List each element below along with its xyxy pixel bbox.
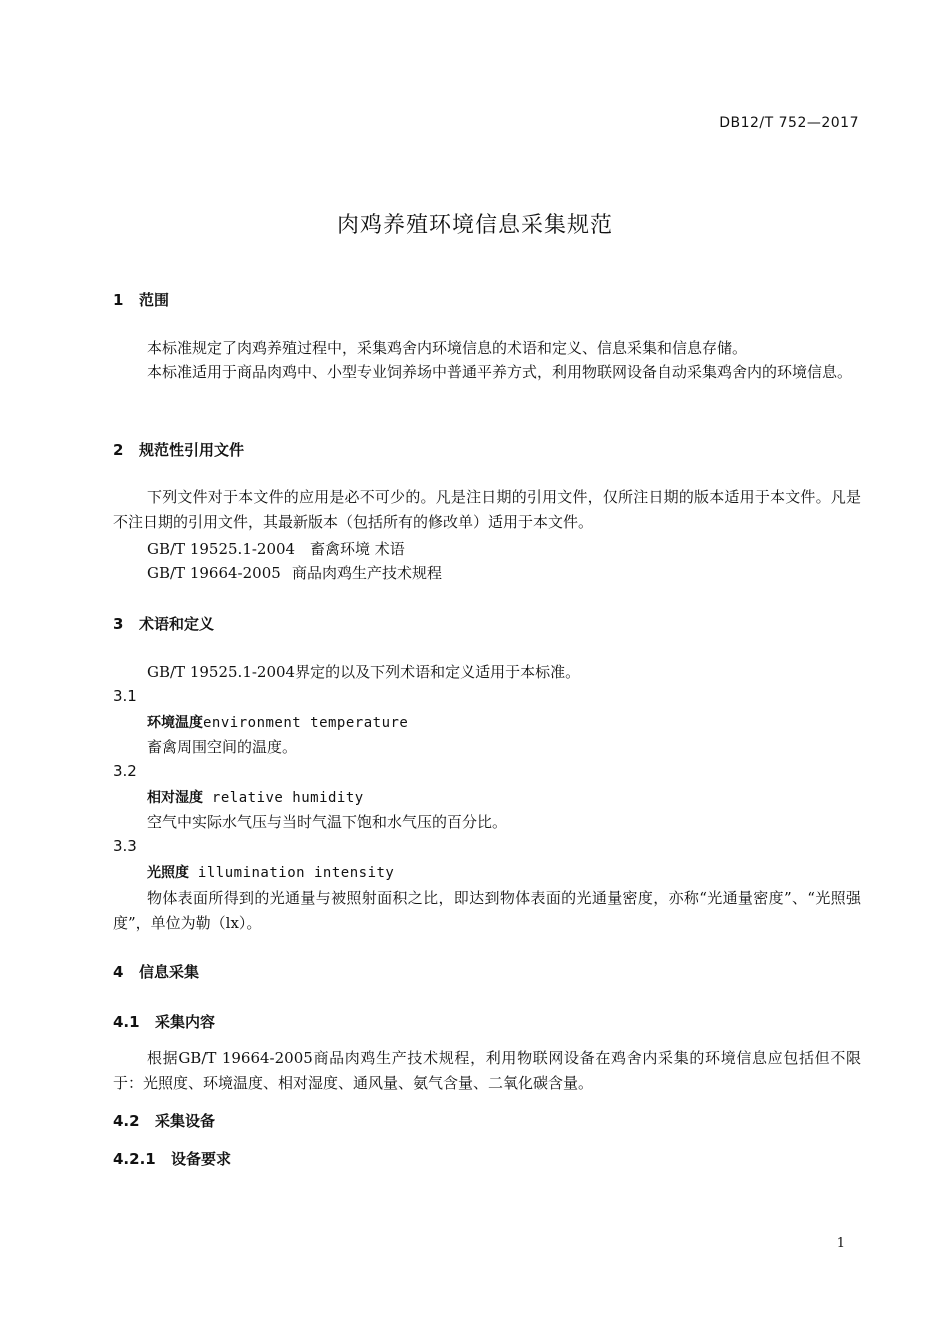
term-definition: 空气中实际水气压与当时气温下饱和水气压的百分比。 <box>147 813 508 831</box>
subsection-title: 设备要求 <box>171 1150 232 1168</box>
section-title: 信息采集 <box>139 963 200 981</box>
section-2-heading <box>113 439 244 460</box>
reference-title: 商品肉鸡生产技术规程 <box>292 564 443 582</box>
section-title: 范围 <box>139 291 170 309</box>
document-title: 肉鸡养殖环境信息采集规范 <box>336 213 613 238</box>
term-english: illumination intensity <box>189 865 395 881</box>
term-chinese: 相对湿度 <box>147 790 203 806</box>
term-number: 3.2 <box>113 762 137 780</box>
term-english: relative humidity <box>203 790 364 806</box>
term-chinese: 环境温度 <box>147 715 203 731</box>
subsection-4-1-paragraph: 根据GB/T 19664-2005商品肉鸡生产技术规程，利用物联网设备在鸡舍内采集的环境信息应包括但不限于：光照度、环境温度、相对湿度、通风量、氨气含量、二氧化碳含量。 <box>113 1049 861 1092</box>
term-definition: 畜禽周围空间的温度。 <box>147 738 298 756</box>
section-1-paragraph-1: 本标准规定了肉鸡养殖过程中，采集鸡舍内环境信息的术语和定义、信息采集和信息存储。 <box>147 339 748 357</box>
subsection-number: 4.2.1 <box>113 1150 156 1168</box>
subsection-4-2-heading <box>113 1110 215 1131</box>
reference-code: GB/T 19664-2005 <box>147 564 281 582</box>
subsection-4-2-1-heading <box>113 1148 231 1169</box>
subsection-title: 采集设备 <box>155 1112 216 1130</box>
section-number: 3 <box>113 615 124 633</box>
section-number: 1 <box>113 291 124 309</box>
reference-title: 畜禽环境 术语 <box>310 540 405 558</box>
standard-number: DB12/T 752—2017 <box>719 115 859 131</box>
page-number: 1 <box>836 1236 845 1251</box>
term-english: environment temperature <box>203 715 409 731</box>
term-definition: 物体表面所得到的光通量与被照射面积之比，即达到物体表面的光通量密度，亦称“光通量密度”、“光照强度”，单位为勒（lx）。 <box>113 889 861 932</box>
subsection-number: 4.2 <box>113 1112 140 1130</box>
term-number: 3.3 <box>113 837 137 855</box>
section-number: 2 <box>113 441 124 459</box>
term-chinese: 光照度 <box>147 865 189 881</box>
term-name <box>147 862 394 882</box>
section-title: 规范性引用文件 <box>139 441 245 459</box>
reference-code: GB/T 19525.1-2004 <box>147 540 296 558</box>
subsection-number: 4.1 <box>113 1013 140 1031</box>
term-name <box>147 712 408 732</box>
subsection-4-1-heading <box>113 1011 215 1032</box>
section-1-heading <box>113 289 169 310</box>
term-name <box>147 787 364 807</box>
section-3-heading <box>113 613 214 634</box>
subsection-title: 采集内容 <box>155 1013 216 1031</box>
section-title: 术语和定义 <box>139 615 215 633</box>
reference-item <box>147 538 405 559</box>
reference-item <box>147 562 442 583</box>
section-2-paragraph-1: 下列文件对于本文件的应用是必不可少的。凡是注日期的引用文件，仅所注日期的版本适用于本文件。凡是不注日期的引用文件，其最新版本（包括所有的修改单）适用于本文件。 <box>113 488 861 531</box>
term-number: 3.1 <box>113 687 137 705</box>
section-1-paragraph-2: 本标准适用于商品肉鸡中、小型专业饲养场中普通平养方式，利用物联网设备自动采集鸡舍内的环境信息。 <box>147 363 853 381</box>
section-4-heading <box>113 961 199 982</box>
section-3-intro: GB/T 19525.1-2004界定的以及下列术语和定义适用于本标准。 <box>147 663 581 681</box>
section-number: 4 <box>113 963 124 981</box>
